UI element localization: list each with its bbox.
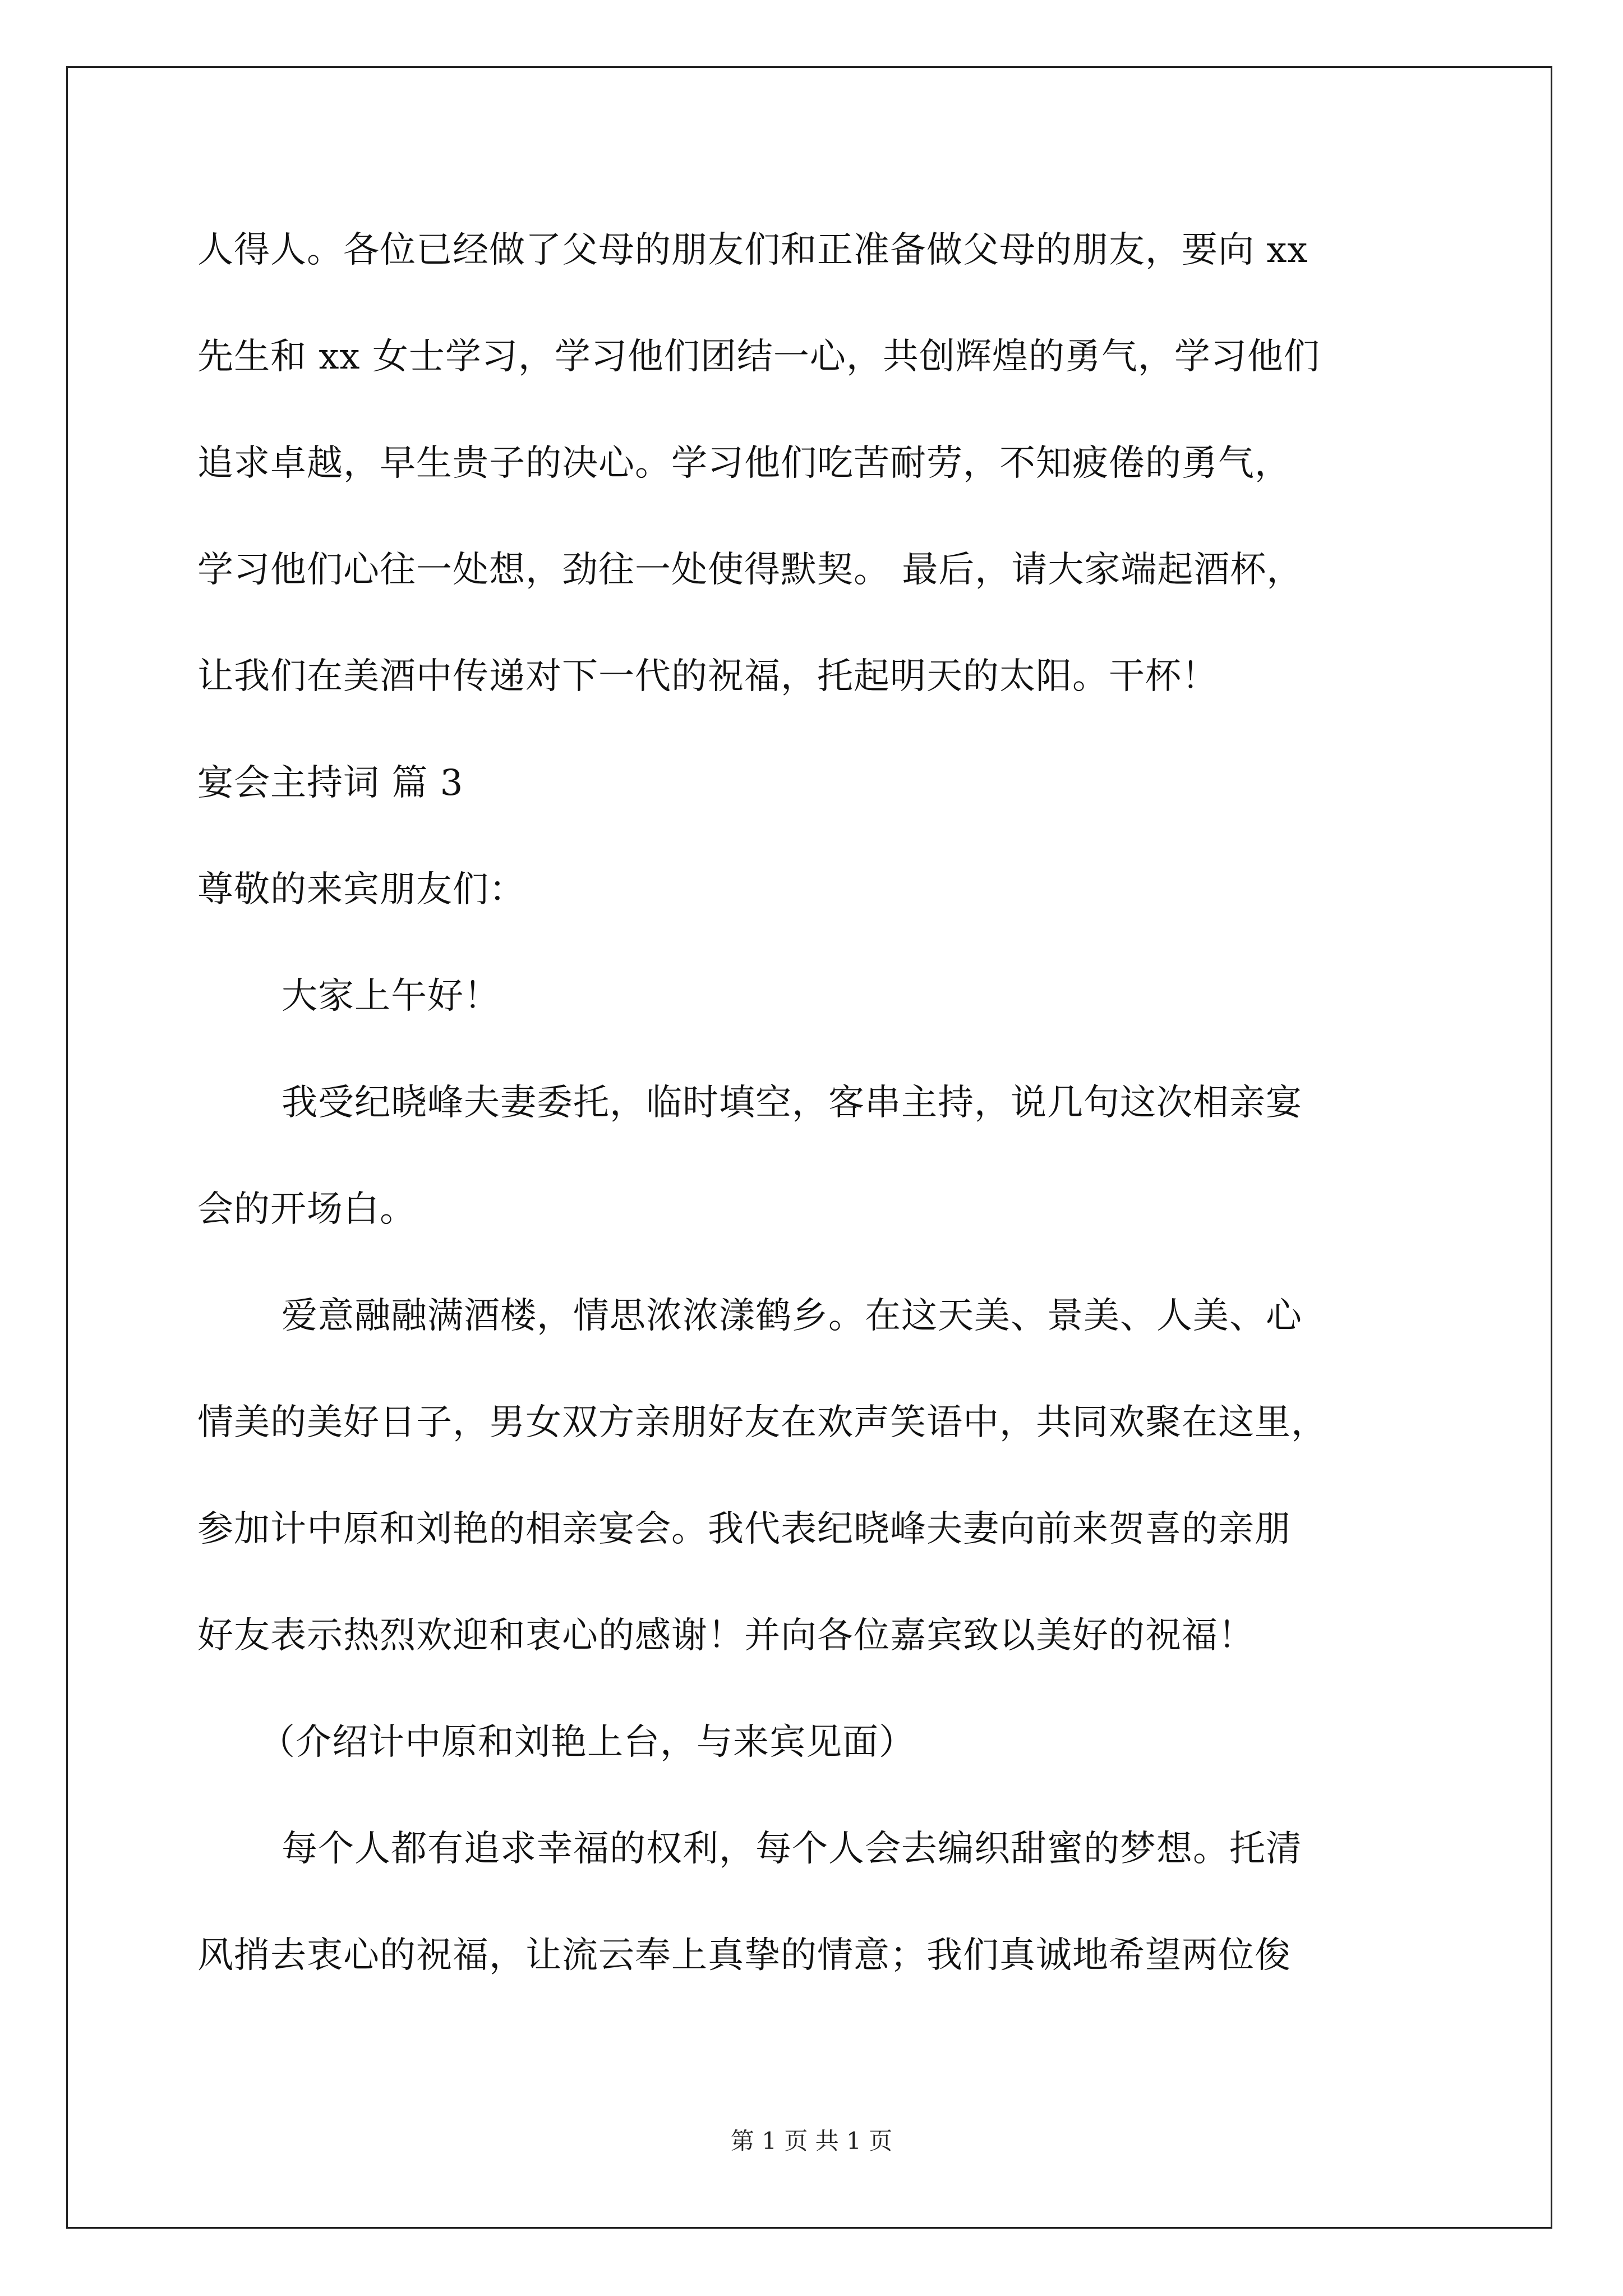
- body-line: 让我们在美酒中传递对下一代的祝福，托起明天的太阳。干杯！: [197, 656, 1218, 697]
- body-line: 先生和 xx 女士学习，学习他们团结一心，共创辉煌的勇气，学习他们: [197, 336, 1320, 378]
- paragraph-line: 好友表示热烈欢迎和衷心的感谢！并向各位嘉宾致以美好的祝福！: [197, 1615, 1255, 1657]
- stage-direction: （介绍计中原和刘艳上台，与来宾见面）: [259, 1722, 915, 1763]
- paragraph-line: 每个人都有追求幸福的权利，每个人会去编织甜蜜的梦想。托清: [282, 1828, 1302, 1870]
- body-line: 学习他们心往一处想，劲往一处使得默契。 最后，请大家端起酒杯，: [197, 549, 1303, 591]
- page-footer: 第 1 页 共 1 页: [730, 2127, 893, 2155]
- section-heading: 宴会主持词 篇 3: [197, 762, 464, 804]
- paragraph-line: 会的开场白。: [197, 1189, 416, 1230]
- paragraph-line: 爱意融融满酒楼，情思浓浓漾鹤乡。在这天美、景美、人美、心: [282, 1295, 1302, 1337]
- body-line: 追求卓越，早生贵子的决心。学习他们吃苦耐劳，不知疲倦的勇气，: [197, 443, 1291, 484]
- greeting: 大家上午好！: [282, 976, 500, 1017]
- page-border: [66, 66, 1552, 2229]
- paragraph-line: 情美的美好日子，男女双方亲朋好友在欢声笑语中，共同欢聚在这里，: [197, 1402, 1327, 1443]
- paragraph-line: 我受纪晓峰夫妻委托，临时填空，客串主持，说几句这次相亲宴: [282, 1082, 1302, 1124]
- salutation: 尊敬的来宾朋友们：: [197, 869, 525, 910]
- body-line: 人得人。各位已经做了父母的朋友们和正准备做父母的朋友，要向 xx: [197, 229, 1308, 271]
- paragraph-line: 参加计中原和刘艳的相亲宴会。我代表纪晓峰夫妻向前来贺喜的亲朋: [197, 1508, 1291, 1550]
- paragraph-line: 风捎去衷心的祝福，让流云奉上真挚的情意；我们真诚地希望两位俊: [197, 1935, 1291, 1976]
